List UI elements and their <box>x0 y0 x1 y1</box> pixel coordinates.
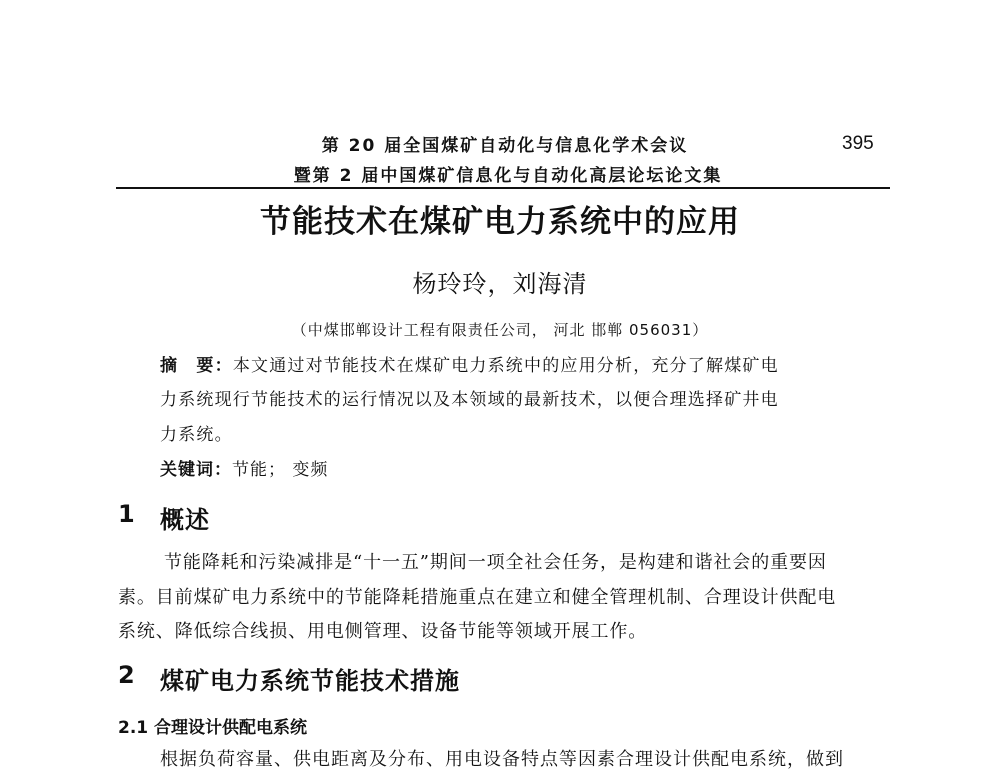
page-number: 395 <box>842 133 874 154</box>
paper-title: 节能技术在煤矿电力系统中的应用 <box>260 204 740 240</box>
keywords-label: 关键词： <box>160 460 232 480</box>
body-text-line: 系统、降低综合线损、用电侧管理、设备节能等领域开展工作。 <box>118 621 648 642</box>
abstract-line <box>160 351 779 376</box>
abstract-label: 摘 要： <box>160 356 233 376</box>
section-number: 1 <box>118 500 136 528</box>
running-header-proceedings: 暨第 2 届中国煤矿信息化与自动化高层论坛论文集 <box>293 166 723 186</box>
body-text-line: 素。目前煤矿电力系统中的节能降耗措施重点在建立和健全管理机制、合理设计供配电 <box>118 587 837 608</box>
abstract-line: 力系统。 <box>160 425 233 445</box>
abstract-text: 本文通过对节能技术在煤矿电力系统中的应用分析，充分了解煤矿电 <box>232 356 779 376</box>
body-text-line-partial: 根据负荷容量、供电距离及分布、用电设备特点等因素合理设计供配电系统，做到 <box>160 749 844 770</box>
keywords-text: 节能； 变频 <box>232 460 329 480</box>
section-heading: 煤矿电力系统节能技术措施 <box>160 667 460 695</box>
body-text-line: 节能降耗和污染减排是“十一五”期间一项全社会任务，是构建和谐社会的重要因 <box>164 552 827 573</box>
section-heading: 概述 <box>160 506 210 534</box>
header-rule <box>116 187 890 189</box>
section-number: 2 <box>118 661 136 689</box>
abstract-line: 力系统现行节能技术的运行情况以及本领域的最新技术，以便合理选择矿井电 <box>160 390 779 410</box>
keywords-line <box>160 455 328 480</box>
author-affiliation: （中煤邯郸设计工程有限责任公司， 河北 邯郸 056031） <box>291 321 709 339</box>
subsection-heading: 2.1 合理设计供配电系统 <box>118 718 308 738</box>
running-header-conference: 第 20 届全国煤矿自动化与信息化学术会议 <box>321 136 689 156</box>
paper-authors: 杨玲玲，刘海清 <box>412 270 588 298</box>
